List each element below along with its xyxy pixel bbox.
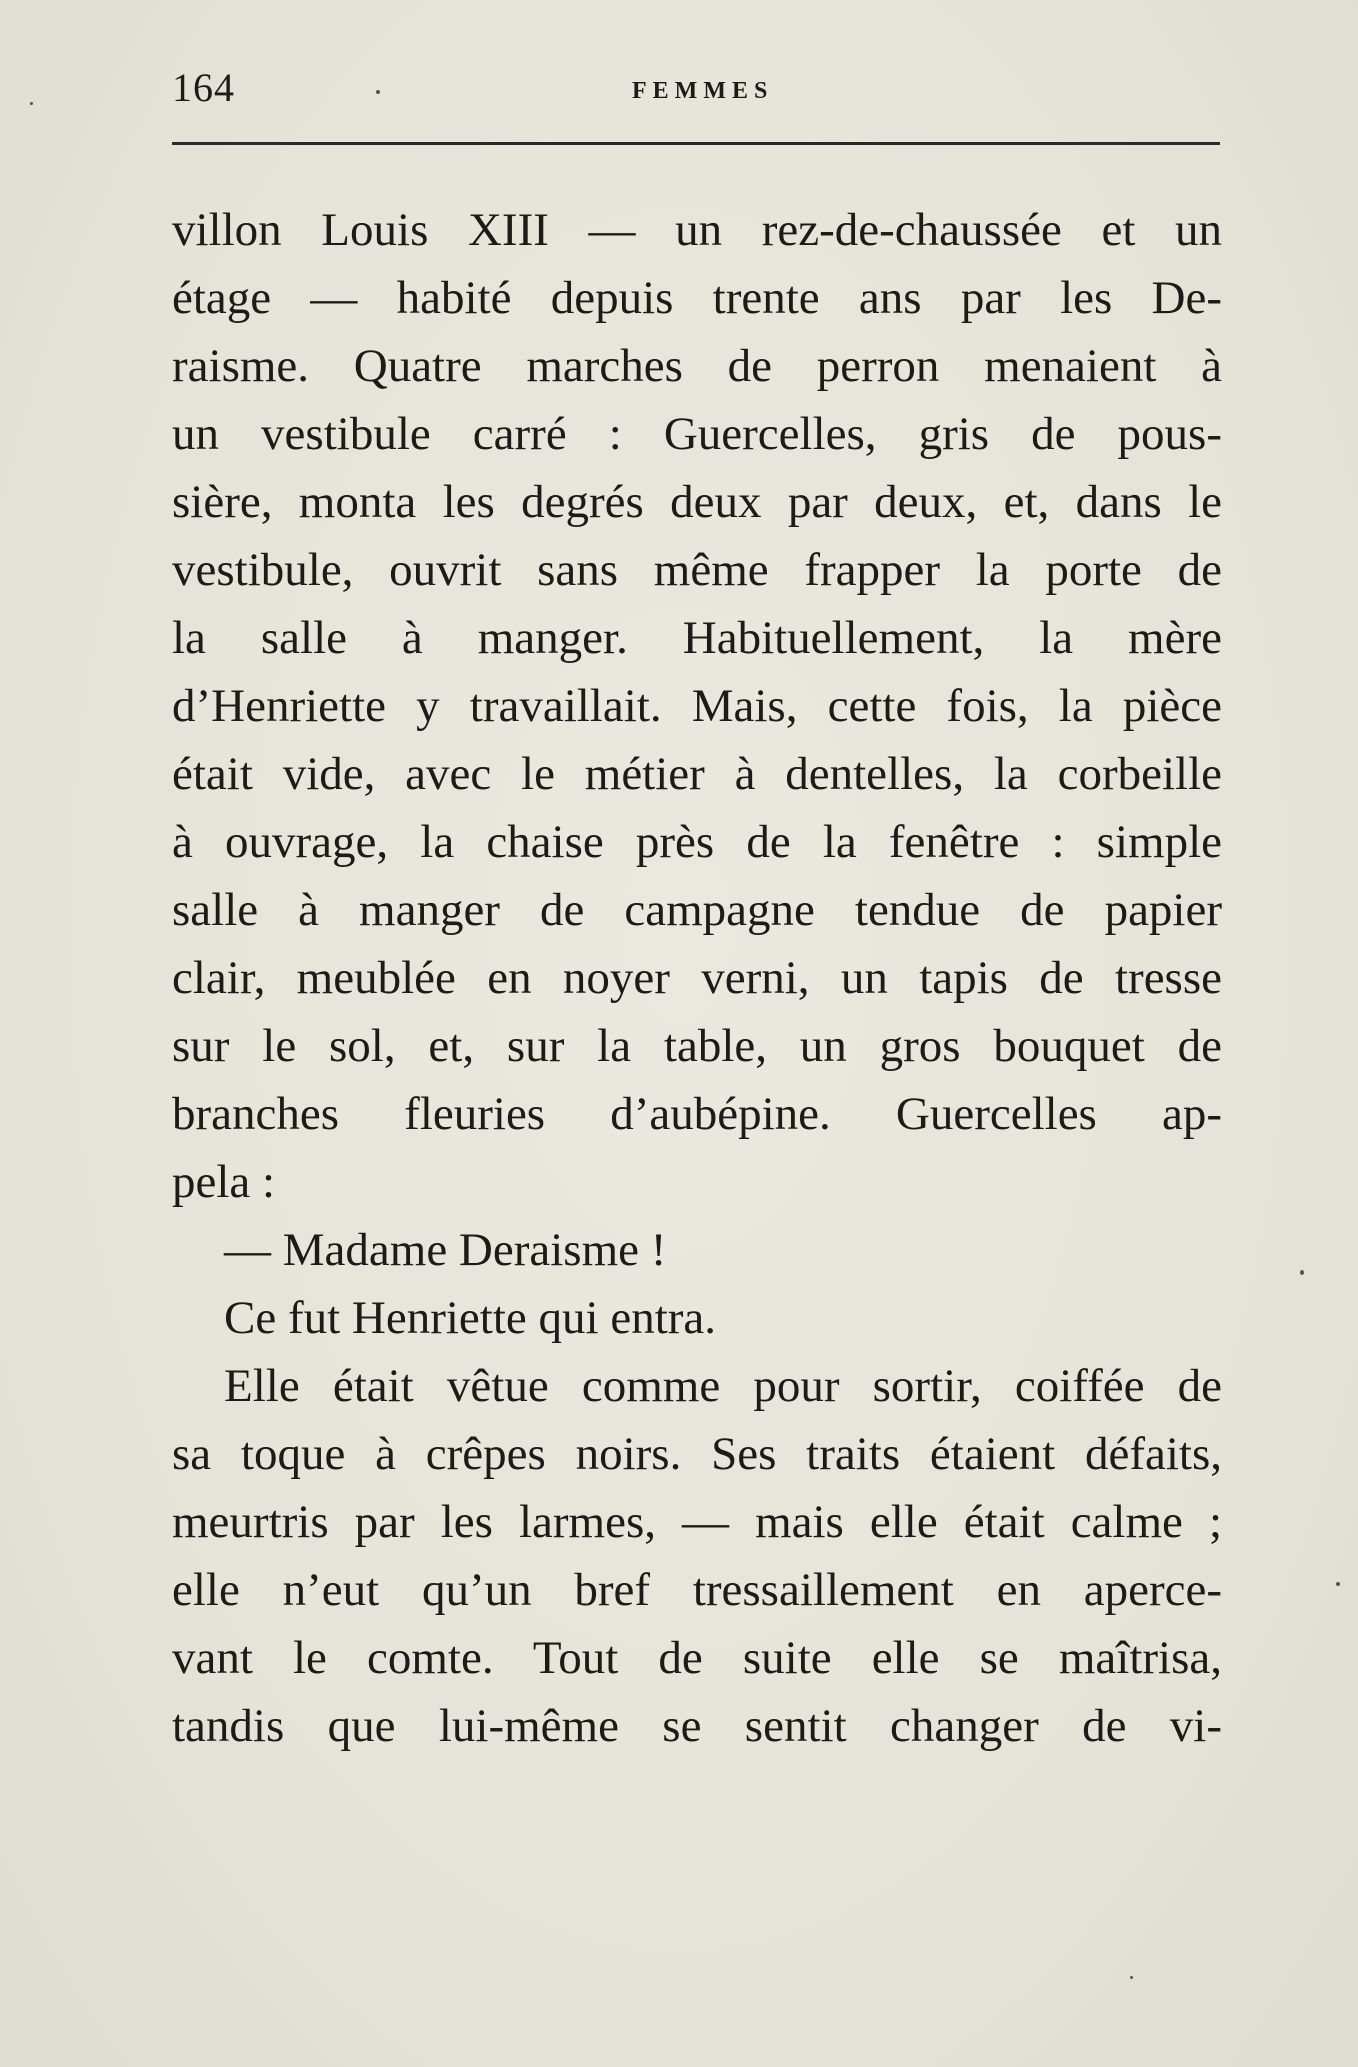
- paper-speck: [376, 90, 380, 94]
- paper-speck: [1300, 1270, 1304, 1275]
- text-line: étage — habité depuis trente ans par les De-: [172, 272, 1222, 324]
- text-line: vant le comte. Tout de suite elle se maîtrisa,: [172, 1632, 1222, 1684]
- text-line: pela :: [172, 1156, 276, 1208]
- text-line: clair, meublée en noyer verni, un tapis de tresse: [172, 952, 1222, 1004]
- text-line: raisme. Quatre marches de perron menaient à: [172, 340, 1222, 392]
- text-line: salle à manger de campagne tendue de papier: [172, 884, 1222, 936]
- page-header: [172, 56, 1222, 116]
- text-line: un vestibule carré : Guercelles, gris de pous-: [172, 408, 1222, 460]
- paper-speck: [1130, 1976, 1133, 1979]
- text-line: tandis que lui-même se sentit changer de vi-: [172, 1700, 1222, 1752]
- page-number: 164: [172, 65, 235, 110]
- body-text: [172, 196, 1222, 1760]
- text-line: sa toque à crêpes noirs. Ses traits étaient défaits,: [172, 1428, 1222, 1480]
- text-line: sière, monta les degrés deux par deux, et, dans le: [172, 476, 1222, 528]
- text-line: villon Louis XIII — un rez-de-chaussée et un: [172, 204, 1222, 256]
- text-line: à ouvrage, la chaise près de la fenêtre : simple: [172, 816, 1222, 868]
- paragraph-line: Elle était vêtue comme pour sortir, coiffée de: [224, 1360, 1222, 1412]
- text-line: sur le sol, et, sur la table, un gros bouquet de: [172, 1020, 1222, 1072]
- paper-speck: [1336, 1582, 1340, 1586]
- text-line: meurtris par les larmes, — mais elle était calme ;: [172, 1496, 1222, 1548]
- text-line: branches fleuries d’aubépine. Guercelles ap-: [172, 1088, 1222, 1140]
- paper-speck: [30, 102, 33, 105]
- text-line: vestibule, ouvrit sans même frapper la porte de: [172, 544, 1222, 596]
- dialogue-line: — Madame Deraisme !: [224, 1224, 667, 1276]
- text-line: d’Henriette y travaillait. Mais, cette fois, la pièce: [172, 680, 1222, 732]
- header-rule: [172, 142, 1220, 145]
- text-line: était vide, avec le métier à dentelles, la corbeille: [172, 748, 1222, 800]
- text-line: la salle à manger. Habituellement, la mère: [172, 612, 1222, 664]
- running-head: FEMMES: [632, 78, 774, 104]
- paragraph-line: Ce fut Henriette qui entra.: [224, 1292, 717, 1344]
- text-line: elle n’eut qu’un bref tressaillement en aperce-: [172, 1564, 1222, 1616]
